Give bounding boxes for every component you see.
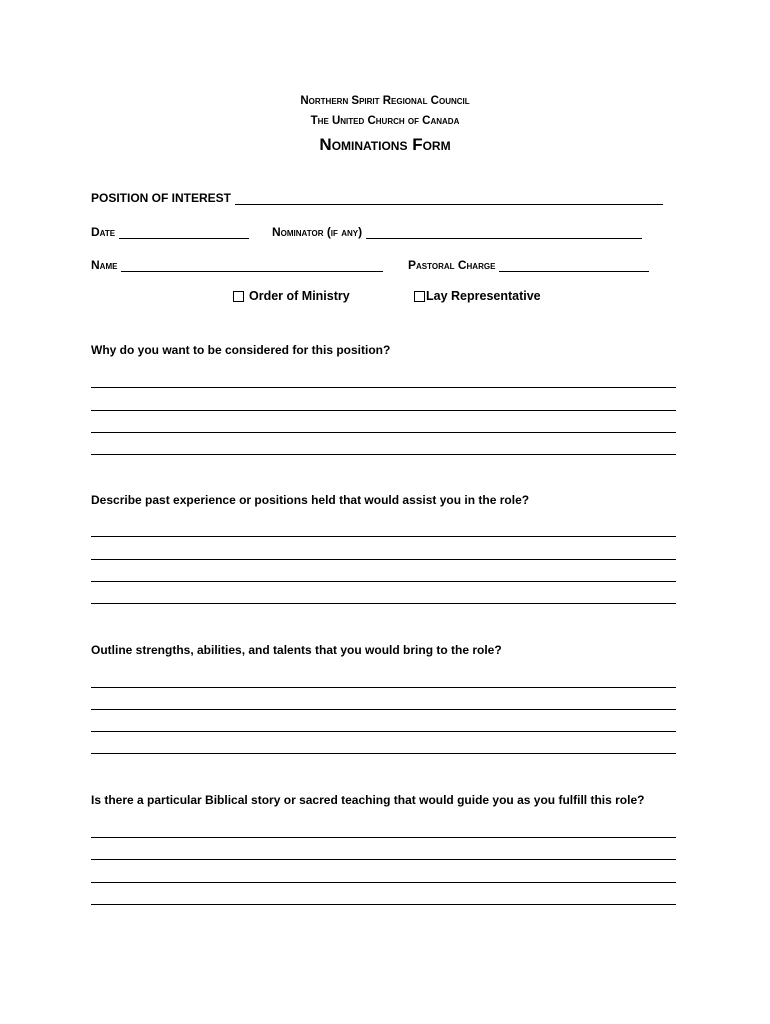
name-input-line[interactable]	[121, 259, 383, 272]
question-3: Outline strengths, abilities, and talents that you would bring to the role?	[91, 643, 502, 657]
date-row	[91, 225, 249, 239]
question-1: Why do you want to be considered for this position?	[91, 343, 391, 357]
position-input-line[interactable]	[235, 192, 663, 205]
pastoral-charge-label: Pastoral Charge	[408, 258, 496, 272]
answer-line[interactable]	[91, 387, 676, 388]
nominator-label: Nominator (if any)	[272, 225, 363, 239]
lay-representative-option[interactable]	[414, 289, 541, 303]
position-row	[91, 191, 663, 205]
name-label: Name	[91, 258, 118, 272]
answer-line[interactable]	[91, 882, 676, 883]
answer-line[interactable]	[91, 753, 676, 754]
answer-line[interactable]	[91, 859, 676, 860]
question-2: Describe past experience or positions held that would assist you in the role?	[91, 493, 530, 507]
answer-line[interactable]	[91, 559, 676, 560]
answer-line[interactable]	[91, 432, 676, 433]
order-of-ministry-checkbox[interactable]	[233, 291, 244, 302]
nominator-row	[272, 225, 642, 239]
position-label: POSITION OF INTEREST	[91, 191, 232, 205]
answer-line[interactable]	[91, 536, 676, 537]
answer-line[interactable]	[91, 410, 676, 411]
page-title: Nominations Form	[319, 135, 451, 154]
pastoral-charge-row	[408, 258, 649, 272]
order-of-ministry-label: Order of Ministry	[249, 289, 350, 303]
name-row	[91, 258, 383, 272]
question-4: Is there a particular Biblical story or sacred teaching that would guide you as you fulfill this role?	[91, 793, 645, 807]
answer-line[interactable]	[91, 687, 676, 688]
answer-line[interactable]	[91, 581, 676, 582]
answer-line[interactable]	[91, 904, 676, 905]
answer-line[interactable]	[91, 709, 676, 710]
answer-line[interactable]	[91, 837, 676, 838]
answer-line[interactable]	[91, 603, 676, 604]
date-input-line[interactable]	[119, 226, 249, 239]
church-name: The United Church of Canada	[310, 115, 460, 127]
lay-representative-checkbox[interactable]	[414, 291, 425, 302]
answer-line[interactable]	[91, 454, 676, 455]
order-of-ministry-option[interactable]	[233, 289, 350, 303]
answer-line[interactable]	[91, 731, 676, 732]
nominator-input-line[interactable]	[366, 226, 642, 239]
council-name: Northern Spirit Regional Council	[300, 95, 470, 107]
date-label: Date	[91, 225, 116, 239]
lay-representative-label: Lay Representative	[426, 289, 541, 303]
pastoral-charge-input-line[interactable]	[499, 259, 649, 272]
